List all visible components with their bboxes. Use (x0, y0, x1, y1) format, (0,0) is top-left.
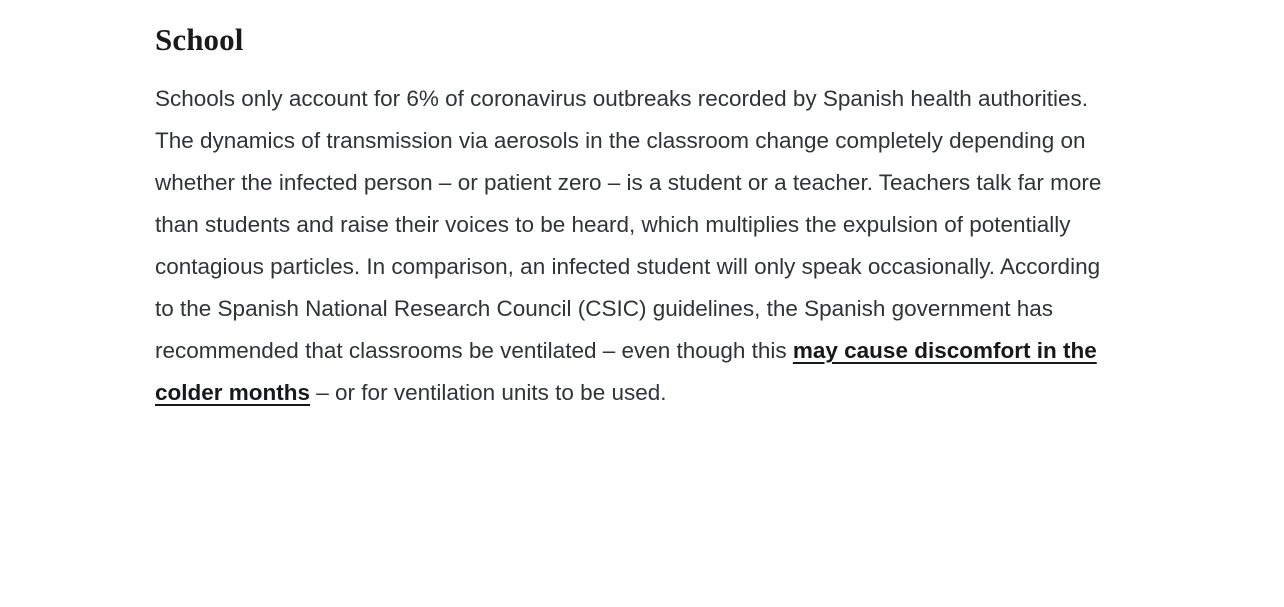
article-paragraph (155, 78, 1120, 414)
paragraph-lead-text: Schools only account for 6% of coronavirus outbreaks recorded by Spanish health authorities. The dynamics of transmission via aerosols in the classroom change completely depending on whether the infected person – or patient zero – is a student or a teacher. Teachers talk far more than students and raise their voices to be heard, which multiplies the expulsion of potentially contagious particles. In comparison, an infected student will only speak occasionally. According to the Spanish National Research Council (CSIC) guidelines, the Spanish government has recommended that classrooms be ventilated – even though this (155, 86, 1102, 363)
section-heading: School (155, 22, 244, 57)
highlighted-link[interactable]: may cause discomfort in the colder months (155, 338, 1097, 405)
paragraph-tail-text: – or for ventilation units to be used. (310, 380, 667, 405)
article-body (155, 22, 1120, 414)
